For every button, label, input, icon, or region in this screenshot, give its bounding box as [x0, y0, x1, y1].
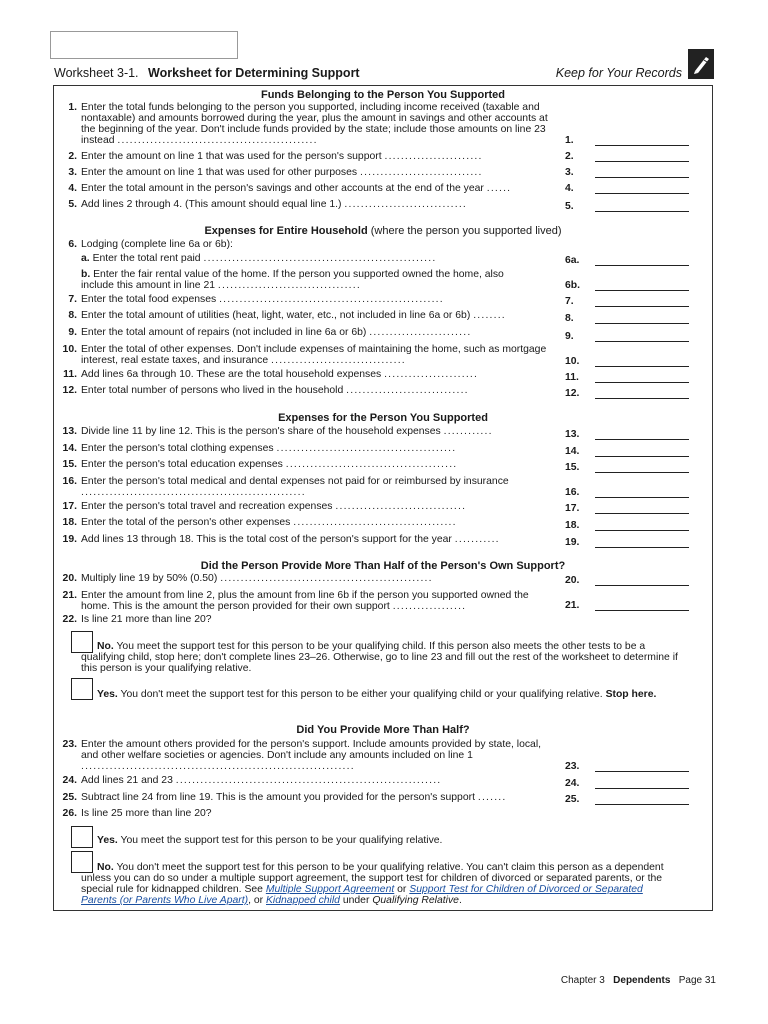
line-14-label: 14.: [565, 446, 580, 457]
line-20-label: 20.: [565, 575, 580, 586]
line-15-field[interactable]: [595, 472, 689, 473]
line-24-label: 24.: [565, 778, 580, 789]
line-7-field[interactable]: [595, 306, 689, 307]
worksheet-header: [54, 64, 714, 86]
line-3: 3. Enter the amount on line 1 that was used for other purposes ..............................: [68, 167, 483, 178]
line-9-label: 9.: [565, 331, 574, 342]
line-17-field[interactable]: [595, 513, 689, 514]
line-20-field[interactable]: [595, 585, 689, 586]
line-26-yes-text: Yes. You meet the support test for this person to be your qualifying relative.: [97, 835, 443, 846]
line-21-label: 21.: [565, 600, 580, 611]
line-6a: a. Enter the total rent paid .........................................................: [81, 253, 437, 264]
line-19: 19. Add lines 13 through 18. This is the total cost of the person's support for the year ...........: [62, 534, 500, 545]
line-23-label: 23.: [565, 761, 580, 772]
line-4: 4. Enter the total amount in the person's savings and other accounts at the end of the year ......: [68, 183, 512, 194]
line-1-label: 1.: [565, 135, 574, 146]
line-5-label: 5.: [565, 201, 574, 212]
section-household: Expenses for Entire Household (where the person you supported lived): [204, 225, 562, 237]
link-support-test-children[interactable]: Support Test for Children of Divorced or Separated Parents (or Parents Who Live Apart): [81, 884, 643, 906]
line-10: 10. Enter the total of other expenses. Don't include expenses of maintaining the home, such as mortgage interest, real estate taxes, and insurance .................................: [62, 344, 547, 366]
line-10-field[interactable]: [595, 366, 689, 367]
line-26-yes-checkbox[interactable]: [71, 826, 93, 848]
line-18: 18. Enter the total of the person's other expenses ........................................: [62, 517, 457, 528]
line-21: 21. Enter the amount from line 2, plus the amount from line 6b if the person you supported owned the home. This is the amount the person provided for their own support ..................: [62, 590, 529, 612]
line-3-field[interactable]: [595, 177, 689, 178]
section-person-expenses: Expenses for the Person You Supported: [278, 412, 488, 424]
line-1: 1. Enter the total funds belonging to the person you supported, including income received (taxable and nontaxable) and amounts borrowed during the year, plus the amount in savings and other accounts at the beginning of the year. Don't include funds provided by the state; include those amounts on line 23 instead .................................................: [68, 102, 548, 146]
line-6a-field[interactable]: [595, 265, 689, 266]
line-22-yes-text: Yes. You don't meet the support test for this person to be either your qualifying child or your qualifying relative. Stop here.: [97, 689, 657, 700]
line-7: 7. Enter the total food expenses .......................................................: [68, 294, 444, 305]
footer-chapter: Chapter 3: [560, 975, 605, 986]
line-25-label: 25.: [565, 794, 580, 805]
line-6: 6. Lodging (complete line 6a or 6b):: [68, 239, 233, 250]
line-2-label: 2.: [565, 151, 574, 162]
line-16-field[interactable]: [595, 497, 689, 498]
line-9-field[interactable]: [595, 341, 689, 342]
line-2-field[interactable]: [595, 161, 689, 162]
pen-icon: [688, 49, 714, 79]
line-20: 20. Multiply line 19 by 50% (0.50) ....................................................: [62, 573, 433, 584]
keep-records-text: Keep for Your Records: [555, 66, 682, 80]
line-15-label: 15.: [565, 462, 580, 473]
line-4-label: 4.: [565, 183, 574, 194]
line-18-label: 18.: [565, 520, 580, 531]
line-14: 14. Enter the person's total clothing expenses ............................................: [62, 443, 457, 454]
line-19-label: 19.: [565, 537, 580, 548]
line-17: 17. Enter the person's total travel and recreation expenses ................................: [62, 501, 467, 512]
line-21-field[interactable]: [595, 610, 689, 611]
line-24-field[interactable]: [595, 788, 689, 789]
line-12-label: 12.: [565, 388, 580, 399]
line-2: 2. Enter the amount on line 1 that was used for the person's support ........................: [68, 151, 483, 162]
line-6b: b. Enter the fair rental value of the home. If the person you supported owned the home, also include this amount in line 21 ...................................: [81, 269, 504, 291]
line-19-field[interactable]: [595, 547, 689, 548]
worksheet-title: Worksheet for Determining Support: [148, 66, 360, 80]
section-funds: Funds Belonging to the Person You Supported: [260, 89, 506, 101]
link-kidnapped-child[interactable]: Kidnapped child: [266, 895, 340, 906]
line-13-field[interactable]: [595, 439, 689, 440]
line-14-field[interactable]: [595, 456, 689, 457]
line-4-field[interactable]: [595, 193, 689, 194]
line-13: 13. Divide line 11 by line 12. This is the person's share of the household expenses ............: [62, 426, 493, 437]
line-6a-label: 6a.: [565, 255, 580, 266]
line-23-field[interactable]: [595, 771, 689, 772]
line-26: 26. Is line 25 more than line 20?: [62, 808, 212, 819]
footer-page: Page 31: [678, 975, 716, 986]
line-17-label: 17.: [565, 503, 580, 514]
line-12-field[interactable]: [595, 398, 689, 399]
line-11-field[interactable]: [595, 382, 689, 383]
line-22: 22. Is line 21 more than line 20?: [62, 614, 212, 625]
line-8-field[interactable]: [595, 323, 689, 324]
section-own-support: Did the Person Provide More Than Half of the Person's Own Support?: [200, 560, 566, 572]
line-13-label: 13.: [565, 429, 580, 440]
line-1-field[interactable]: [595, 145, 689, 146]
line-7-label: 7.: [565, 296, 574, 307]
link-multiple-support[interactable]: Multiple Support Agreement: [265, 884, 395, 895]
line-24: 24. Add lines 21 and 23 .................................................................: [62, 775, 442, 786]
footer-chapter-name: Dependents: [613, 975, 671, 986]
section-you-provided: Did You Provide More Than Half?: [296, 724, 470, 736]
line-16: 16. Enter the person's total medical and dental expenses not paid for or reimbursed by insurance .......................................................: [62, 476, 509, 498]
line-8: 8. Enter the total amount of utilities (heat, light, water, etc., not included in line 6a or 6b) ........: [68, 310, 506, 321]
line-16-label: 16.: [565, 487, 580, 498]
page-footer: [520, 975, 716, 986]
line-10-label: 10.: [565, 356, 580, 367]
line-25-field[interactable]: [595, 804, 689, 805]
worksheet-label: Worksheet 3-1.: [54, 66, 139, 80]
line-9: 9. Enter the total amount of repairs (not included in line 6a or 6b) .........................: [68, 327, 472, 338]
line-6b-field[interactable]: [595, 290, 689, 291]
line-15: 15. Enter the person's total education expenses ..........................................: [62, 459, 458, 470]
line-26-no-text: No. You don't meet the support test for this person to be your qualifying relative. You can't claim this person as a dependent unless you can do so under a multiple support agreement, the support test for children of divorced or separated parents, or the special rule for kidnapped children. See Multiple Support Agreement or Support Test for Children of Divorced or Separated Parents (or Parents Who Live Apart), or Kidnapped child under Qualifying Relative.: [81, 862, 664, 906]
line-23: 23. Enter the amount others provided for the person's support. Include amounts provided by state, local, and other welfare societies or agencies. Don't include any amounts included on line 1 ...................................................................: [62, 739, 542, 772]
line-5: 5. Add lines 2 through 4. (This amount should equal line 1.) ..............................: [68, 199, 468, 210]
line-5-field[interactable]: [595, 211, 689, 212]
line-12: 12. Enter total number of persons who lived in the household ..............................: [62, 385, 469, 396]
line-8-label: 8.: [565, 313, 574, 324]
line-11: 11. Add lines 6a through 10. These are the total household expenses .......................: [63, 369, 479, 380]
top-blank-box: [50, 31, 238, 59]
line-25: 25. Subtract line 24 from line 19. This is the amount you provided for the person's support .......: [62, 792, 507, 803]
line-22-no-text: No. You meet the support test for this person to be your qualifying child. If this person also meets the other tests to be a qualifying child, stop here; don't complete lines 23–26. Otherwise, go to line 23 and fill out the rest of the worksheet to determine if this person is your qualifying relative.: [81, 641, 678, 674]
line-18-field[interactable]: [595, 530, 689, 531]
line-3-label: 3.: [565, 167, 574, 178]
line-6b-label: 6b.: [565, 280, 581, 291]
line-11-label: 11.: [565, 372, 579, 383]
